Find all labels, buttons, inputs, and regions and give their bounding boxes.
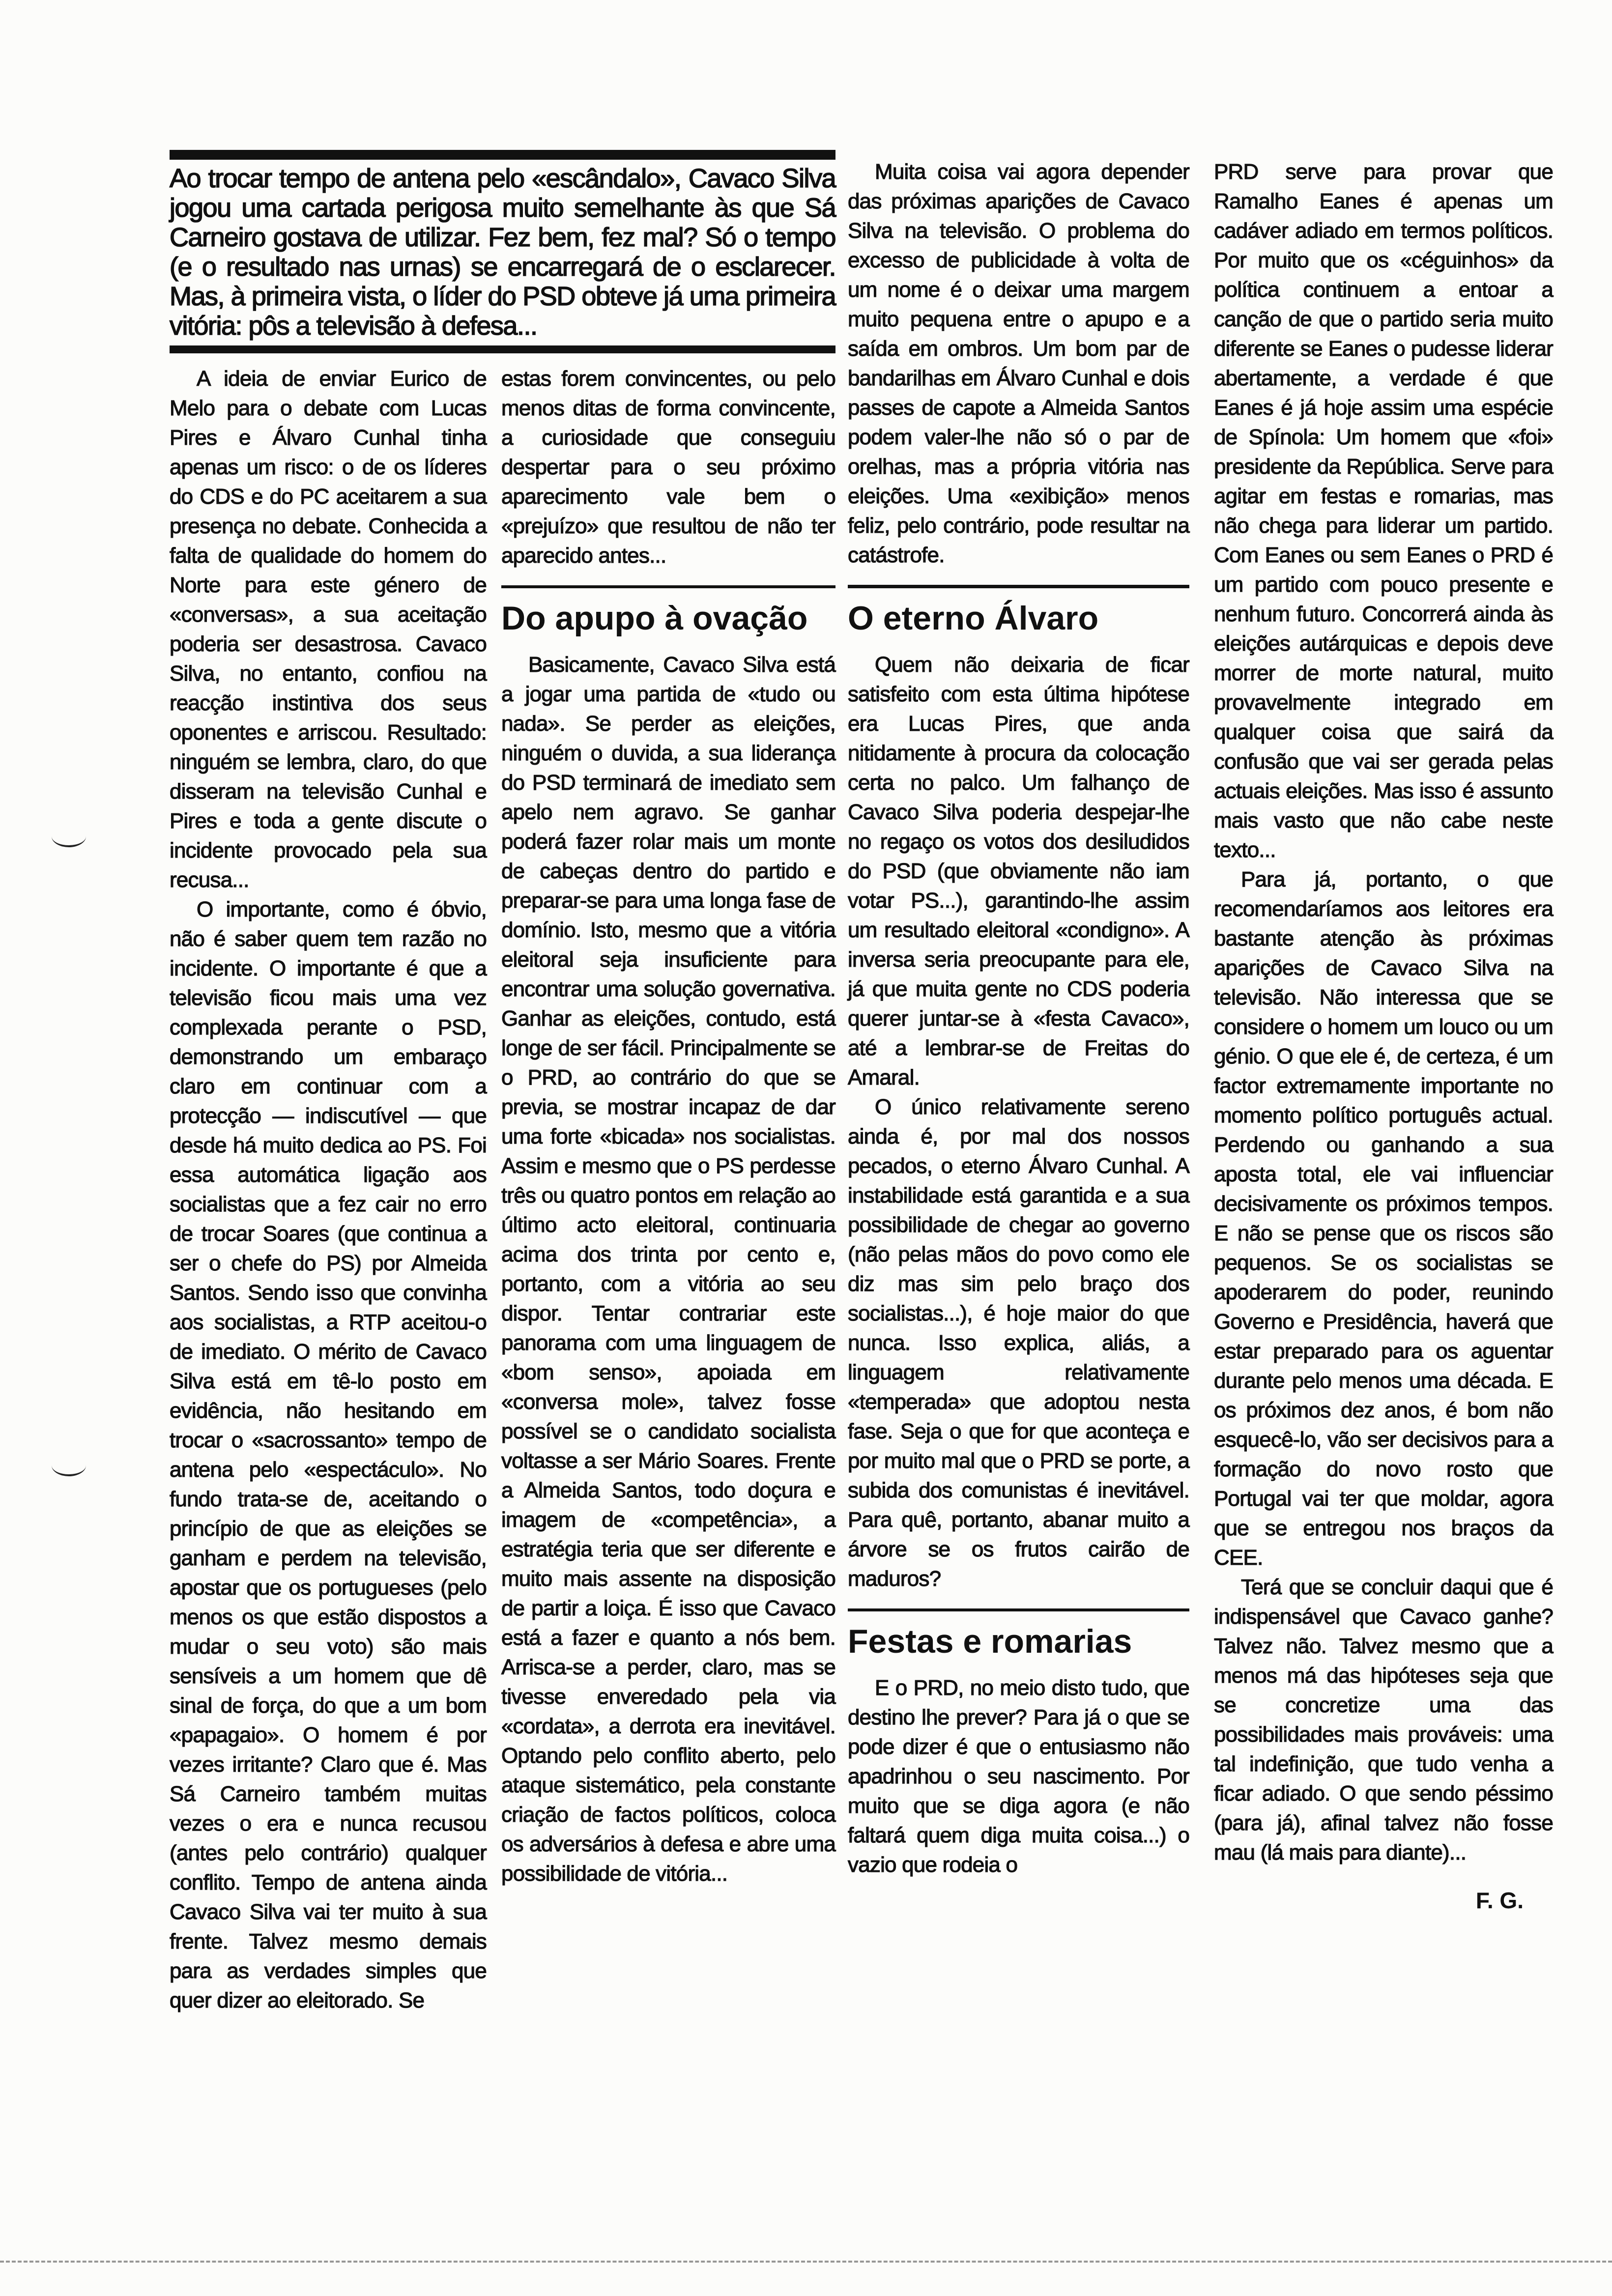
column-2-body bbox=[501, 650, 835, 1889]
column-3-body bbox=[848, 650, 1189, 1594]
scan-edge-noise bbox=[0, 2261, 1612, 2266]
section-heading-festas: Festas e romarias bbox=[848, 1623, 1132, 1660]
section-rule bbox=[501, 585, 835, 588]
column-2 bbox=[501, 364, 835, 2015]
paragraph: Para já, portanto, o que recomendaríamos aos leitores era bastante atenção às próximas aparições de Cavaco Silva na televisão. Não interessa que se considere o homem um louco ou um génio. O que ele é, de certeza, é um factor extremamente importante no momento político português actual. Perdendo ou ganhando a sua aposta total, ele vai influenciar decisivamente os próximos tempos. E não se pense que os riscos são pequenos. Se os socialistas se apoderarem do poder, reunindo Governo e Presidência, haverá que estar preparado para os aguentar durante pelo menos uma década. E os próximos dez anos, é bom não esquecê-lo, vão ser decisivos para a formação do novo rosto que Portugal vai ter que moldar, agora que se entregou nos braços da CEE. bbox=[1214, 867, 1553, 1570]
section-heading-do-apupo: Do apupo à ovação bbox=[501, 600, 808, 637]
lead-top-rule bbox=[170, 150, 835, 160]
author-signature: F. G. bbox=[1475, 1888, 1524, 1913]
column-3-top bbox=[848, 157, 1189, 570]
section-rule bbox=[848, 585, 1189, 588]
punch-hole-mark bbox=[52, 1455, 86, 1476]
paragraph: O único relativamente sereno ainda é, por mal dos nossos pecados, o eterno Álvaro Cunhal. A instabilidade está garantida e a sua possibilidade de chegar ao governo (não pelas mãos do povo como ele diz mas sim pelo braço dos socialistas...), é hoje maior do que nunca. Isso explica, aliás, a linguagem relativamente «temperada» que adoptou nesta fase. Seja o que for que aconteça e por muito mal que o PRD se porte, a subida dos comunistas é inevitável. Para quê, portanto, abanar muito a árvore se os frutos cairão de maduros? bbox=[848, 1095, 1189, 1591]
columns-1-2 bbox=[170, 364, 835, 2015]
lead-bottom-rule bbox=[170, 345, 835, 353]
punch-hole-mark bbox=[52, 826, 86, 847]
paragraph: Quem não deixaria de ficar satisfeito com esta última hipótese era Lucas Pires, que anda nitidamente à procura da colocação certa no palco. Um falhanço de Cavaco Silva poderia despejar-lhe no regaço os votos dos desiludidos do PSD (que obviamente não iam votar PS...), garantindo-lhe assim um resultado eleitoral «condigno». A inversa seria preocupante para ele, já que muita gente no CDS poderia querer juntar-se à «festa Cavaco», até a lembrar-se de Freitas do Amaral. bbox=[848, 653, 1189, 1090]
column-1 bbox=[170, 364, 487, 2015]
paragraph: PRD serve para provar que Ramalho Eanes é apenas um cadáver adiado em termos políticos. Por muito que os «céguinhos» da política continuem a entoar a canção de que o partido seria muito diferente se Eanes o pudesse liderar abertamente, a verdade é que Eanes é já hoje assim uma espécie de Spínola: Um homem que «foi» presidente da República. Serve para agitar em festas e romarias, mas não chega para liderar um partido. Com Eanes ou sem Eanes o PRD é um partido com pouco presente e nenhum futuro. Concorrerá ainda às eleições autárquicas e depois deve morrer de morte natural, muito provavelmente integrado em qualquer coisa que sairá da confusão que vai ser gerada pelas actuais eleições. Mas isso é assunto mais vasto que não cabe neste texto... bbox=[1214, 160, 1553, 862]
section-heading-eterno-alvaro: O eterno Álvaro bbox=[848, 600, 1099, 637]
paragraph: O importante, como é óbvio, não é saber quem tem razão no incidente. O importante é que a televisão ficou mais uma vez complexada perante o PSD, demonstrando um embaraço claro em continuar com a protecção — indiscutível — que desde há muito dedica ao PS. Foi essa automática ligação aos socialistas que a fez cair no erro de trocar Soares (que continua a ser o chefe do PS) por Almeida Santos. Sendo isso que convinha aos socialistas, a RTP aceitou-o de imediato. O mérito de Cavaco Silva está em tê-lo posto em evidência, não hesitando em trocar o «sacrossanto» tempo de antena pelo «espectáculo». No fundo trata-se de, aceitando o princípio de que as eleições se ganham e perdem na televisão, apostar que os portugueses (pelo menos os que estão dispostos a mudar o seu voto) são mais sensíveis a um homem que dê sinal de força, do que a um bom «papagaio». O homem é por vezes irritante? Claro que é. Mas Sá Carneiro também muitas vezes o era e nunca recusou (antes pelo contrário) qualquer conflito. Tempo de antena ainda Cavaco Silva vai ter muito à sua frente. Talvez mesmo demais para as verdades simples que quer dizer ao eleitorado. Se bbox=[170, 897, 487, 2012]
paragraph: Terá que se concluir daqui que é indispensável que Cavaco ganhe? Talvez não. Talvez mesmo que a menos má das hipóteses seja que se concretize uma das possibilidades mais prováveis: uma tal indefinição, que tudo venha a ficar adiado. O que sendo péssimo (para já), afinal talvez não fosse mau (lá mais para diante)... bbox=[1214, 1575, 1553, 1865]
paragraph: Muita coisa vai agora depender das próximas aparições de Cavaco Silva na televisão. O problema do excesso de publicidade à volta de um nome é o deixar uma margem muito pequena entre o apupo e a saída em ombros. Um bom par de bandarilhas em Álvaro Cunhal e dois passes de capote a Almeida Santos podem valer-lhe não só o par de orelhas, mas a própria vitória nas eleições. Uma «exibição» menos feliz, pelo contrário, pode resultar na catástrofe. bbox=[848, 160, 1189, 567]
column-3 bbox=[848, 157, 1189, 1880]
paragraph: A ideia de enviar Eurico de Melo para o debate com Lucas Pires e Álvaro Cunhal tinha apenas um risco: o de os líderes do CDS e do PC aceitarem a sua presença no debate. Conhecida a falta de qualidade do homem do Norte para este género de «conversas», a sua aceitação poderia ser desastrosa. Cavaco Silva, no entanto, confiou na reacção instintiva dos seus oponentes e arriscou. Resultado: ninguém se lembra, claro, do que disseram na televisão Cunhal e Pires e toda a gente discute o incidente provocado pela sua recusa... bbox=[170, 367, 487, 892]
column-4 bbox=[1214, 157, 1553, 1914]
column-4-body bbox=[1214, 157, 1553, 1867]
section-rule bbox=[848, 1608, 1189, 1611]
paragraph: E o PRD, no meio disto tudo, que destino lhe prever? Para já o que se pode dizer é que o entusiasmo não apadrinhou o seu nascimento. Por muito que se diga agora (e não faltará quem diga muita coisa...) o vazio que rodeia o bbox=[848, 1676, 1189, 1877]
paragraph: estas forem convincentes, ou pelo menos ditas de forma convincente, a curiosidade que conseguiu despertar para o seu próximo aparecimento vale bem o «prejuízo» que resultou de não ter aparecido antes... bbox=[501, 367, 835, 568]
lead-standfirst: Ao trocar tempo de antena pelo «escândalo», Cavaco Silva jogou uma cartada perigosa muito semelhante às que Sá Carneiro gostava de utilizar. Fez bem, fez mal? Só o tempo (e o resultado nas urnas) se encarregará de o esclarecer. Mas, à primeira vista, o líder do PSD obteve já uma primeira vitória: pôs a televisão à defesa... bbox=[170, 164, 835, 341]
column-2-top bbox=[501, 364, 835, 571]
column-3-end bbox=[848, 1673, 1189, 1880]
left-block bbox=[170, 150, 835, 2015]
paragraph: Basicamente, Cavaco Silva está a jogar uma partida de «tudo ou nada». Se perder as eleições, ninguém o duvida, a sua liderança do PSD terminará de imediato sem apelo nem agravo. Se ganhar poderá fazer rolar mais um monte de cabeças dentro do partido e preparar-se para uma longa fase de domínio. Isto, mesmo que a vitória eleitoral seja insuficiente para encontrar uma solução governativa. Ganhar as eleições, contudo, está longe de ser fácil. Principalmente se o PRD, ao contrário do que se previa, se mostrar incapaz de dar uma forte «bicada» nos socialistas. Assim e mesmo que o PS perdesse três ou quatro pontos em relação ao último acto eleitoral, continuaria acima dos trinta por cento e, portanto, com a vitória ao seu dispor. Tentar contrariar este panorama com uma linguagem de «bom senso», apoiada em «conversa mole», talvez fosse possível se o candidato socialista voltasse a ser Mário Soares. Frente a Almeida Santos, todo doçura e imagem de «competência», a estratégia teria que ser diferente e muito mais assente na disposição de partir a loiça. É isso que Cavaco está a fazer e quanto a nós bem. Arrisca-se a perder, claro, mas se tivesse enveredado pela via «cordata», a derrota era inevitável. Optando pelo conflito aberto, pelo ataque sistemático, pela constante criação de factos políticos, coloca os adversários à defesa e abre uma possibilidade de vitória... bbox=[501, 653, 835, 1886]
